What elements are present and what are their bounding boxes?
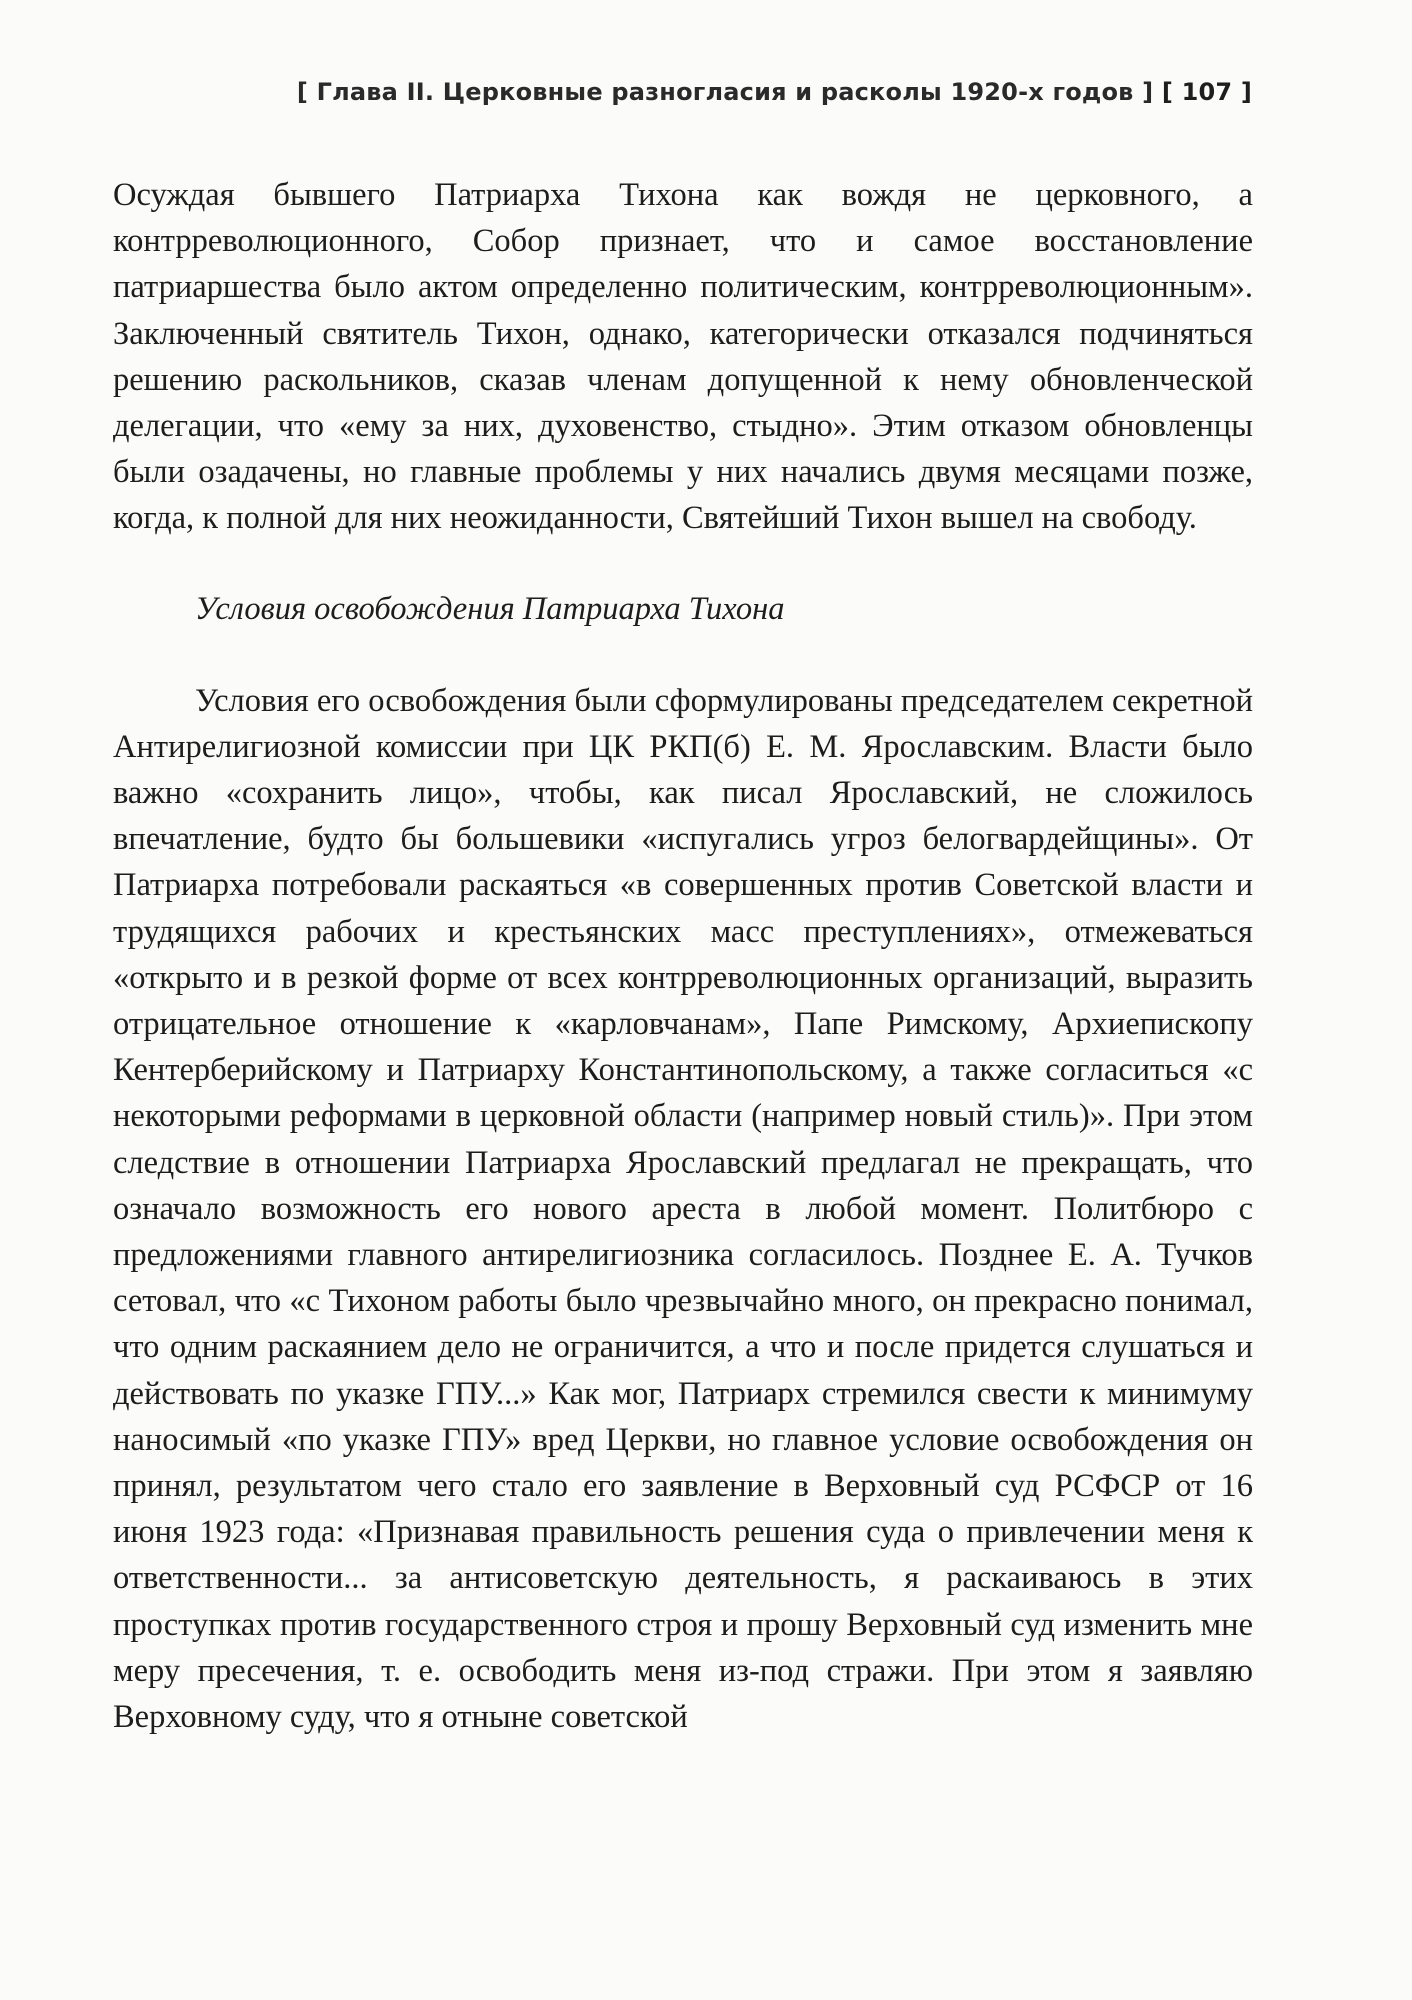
body-text (113, 172, 1253, 1740)
paragraph: Условия его освобождения были сформулированы председателем секретной Антирелигиозной комиссии при ЦК РКП(б) Е. М. Ярославским. Власти было важно «сохранить лицо», чтобы, как писал Ярославский, не сложилось впечатление, будто бы большевики «испугались угроз белогвардейщины». От Патриарха потребовали раскаяться «в совершенных против Советской власти и трудящихся рабочих и крестьянских масс преступлениях», отмежеваться «открыто и в резкой форме от всех контрреволюционных организаций, выразить отрицательное отношение к «карловчанам», Папе Римскому, Архиепископу Кентерберийскому и Патриарху Константинопольскому, а также согласиться «с некоторыми реформами в церковной области (например новый стиль)». При этом следствие в отношении Патриарха Ярославский предлагал не прекращать, что означало возможность его нового ареста в любой момент. Политбюро с предложениями главного антирелигиозника согласилось. Позднее Е. А. Тучков сетовал, что «с Тихоном работы было чрезвычайно много, он прекрасно понимал, что одним раскаянием дело не ограничится, а что и после придется слушаться и действовать по указке ГПУ...» Как мог, Патриарх стремился свести к минимуму наносимый «по указке ГПУ» вред Церкви, но главное условие освобождения он принял, результатом чего стало его заявление в Верховный суд РСФСР от 16 июня 1923 года: «Признавая правильность решения суда о привлечении меня к ответственности... за антисоветскую деятельность, я раскаиваюсь в этих проступках против государственного строя и прошу Верховный суд изменить мне меру пресечения, т. е. освободить меня из-под стражи. При этом я заявляю Верховному суду, что я отныне советской (113, 682, 1253, 1736)
section-subheading: Условия освобождения Патриарха Тихона (195, 590, 785, 627)
paragraph: Осуждая бывшего Патриарха Тихона как вождя не церковного, а контрреволюционного, Собор признает, что и самое восстановление патриаршества было актом определенно политическим, контрреволюционным». Заключенный святитель Тихон, однако, категорически отказался подчиняться решению раскольников, сказав членам допущенной к нему обновленческой делегации, что «ему за них, духовенство, стыдно». Этим отказом обновленцы были озадачены, но главные проблемы у них начались двумя месяцами позже, когда, к полной для них неожиданности, Святейший Тихон вышел на свободу. (113, 177, 1253, 537)
chapter-title: [ Глава II. Церковные разногласия и расколы 1920-х годов ] (296, 78, 1154, 106)
page-number: [ 107 ] (1161, 78, 1252, 106)
running-header (120, 78, 1252, 106)
